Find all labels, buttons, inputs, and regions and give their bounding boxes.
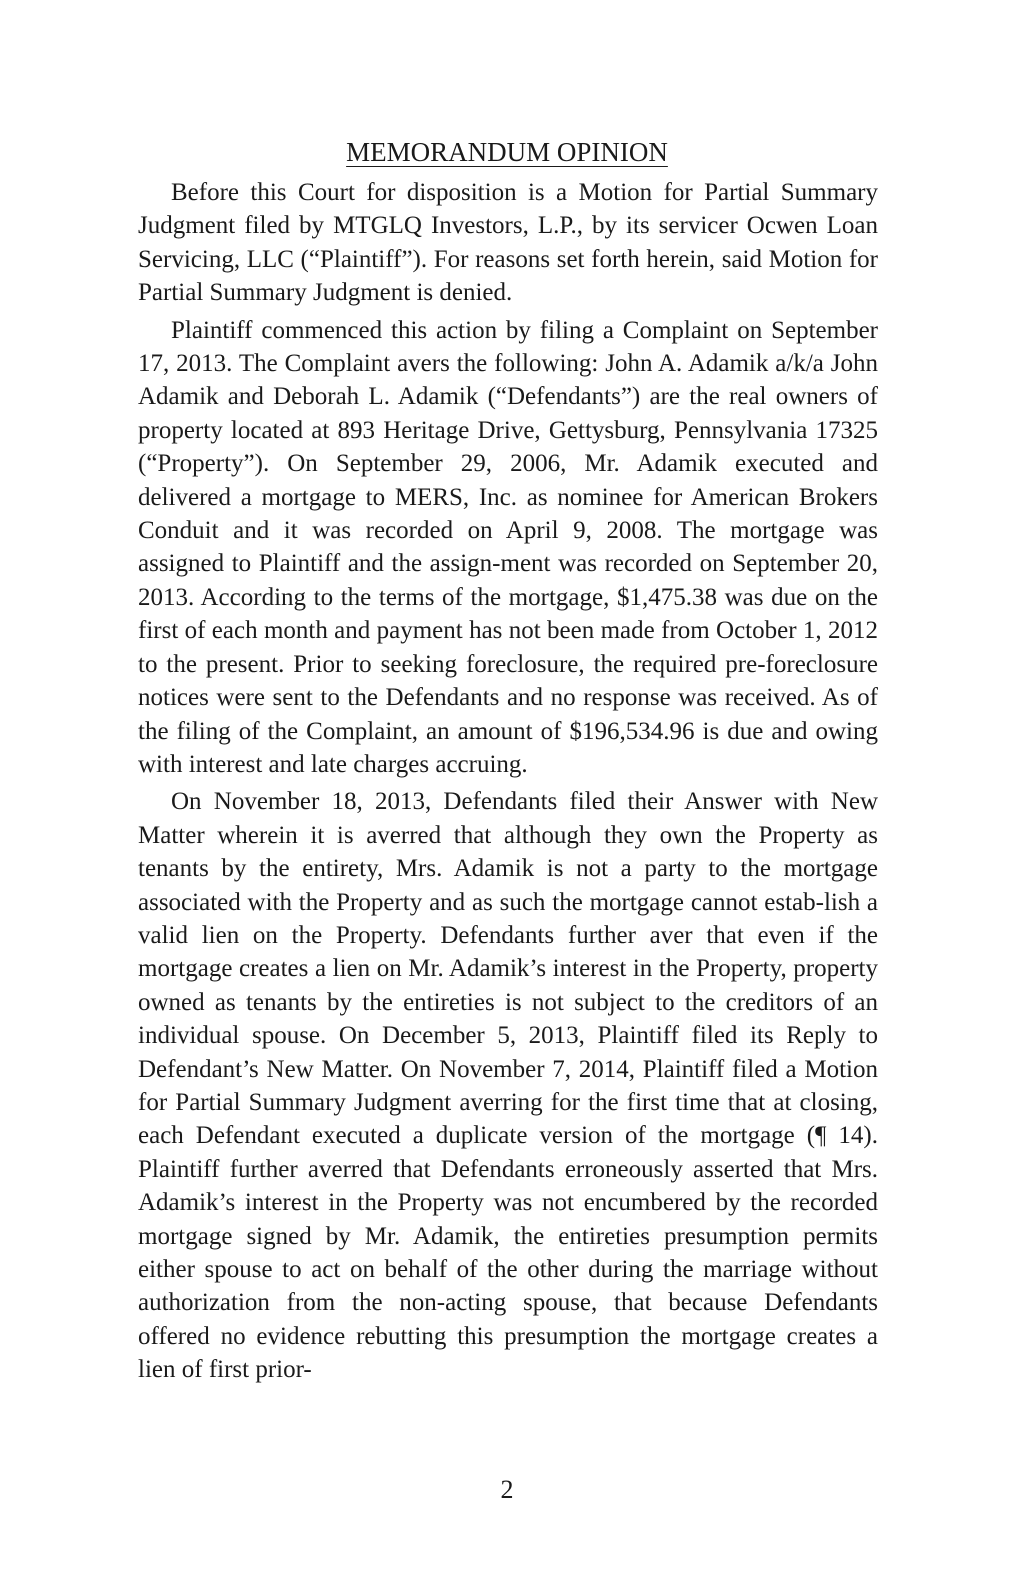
paragraph-complaint: Plaintiff commenced this action by filing a Complaint on September 17, 2013. The Complaint avers the following: John A. Adamik a/k/a John Adamik and Deborah L. Adamik (“Defendants”) are the real owners of property located at 893 Heritage Drive, Gettysburg, Pennsylvania 17325 (“Property”). On September 29, 2006, Mr. Adamik executed and delivered a mortgage to MERS, Inc. as nominee for American Brokers Conduit and it was recorded on April 9, 2008. The mortgage was assigned to Plaintiff and the assign-ment was recorded on September 20, 2013. According to the terms of the mortgage, $1,475.38 was due on the first of each month and payment has not been made from October 1, 2012 to the present. Prior to seeking foreclosure, the required pre-foreclosure notices were sent to the Defendants and no response was received. As of the filing of the Complaint, an amount of $196,534.96 is due and owing with interest and late charges accruing. xyxy=(138,316,878,778)
opinion-body xyxy=(138,176,878,1391)
paragraph-answer-new-matter: On November 18, 2013, Defendants filed their Answer with New Matter wherein it is averred that although they own the Property as tenants by the entirety, Mrs. Adamik is not a party to the mortgage associated with the Property and as such the mortgage cannot estab-lish a valid lien on the Property. Defendants further aver that even if the mortgage creates a lien on Mr. Adamik’s interest in the Property, property owned as tenants by the entireties is not subject to the creditors of an individual spouse. On December 5, 2013, Plaintiff filed its Reply to Defendant’s New Matter. On November 7, 2014, Plaintiff filed a Motion for Partial Summary Judgment averring for the first time that at closing, each Defendant executed a duplicate version of the mortgage (¶ 14). Plaintiff further averred that Defendants erroneously asserted that Mrs. Adamik’s interest in the Property was not encumbered by the recorded mortgage signed by Mr. Adamik, the entireties presumption permits either spouse to act on behalf of the other during the marriage without authorization from the non-acting spouse, that because Defendants offered no evidence rebutting this presumption the mortgage creates a lien of first prior- xyxy=(138,788,878,1384)
page-number: 2 xyxy=(500,1475,514,1504)
page-title: MEMORANDUM OPINION xyxy=(346,137,668,167)
paragraph-disposition: Before this Court for disposition is a Motion for Partial Summary Judgment filed by MTGLQ Investors, L.P., by its servicer Ocwen Loan Servicing, LLC (“Plaintiff”). For reasons set forth herein, said Motion for Partial Summary Judgment is denied. xyxy=(138,179,878,307)
